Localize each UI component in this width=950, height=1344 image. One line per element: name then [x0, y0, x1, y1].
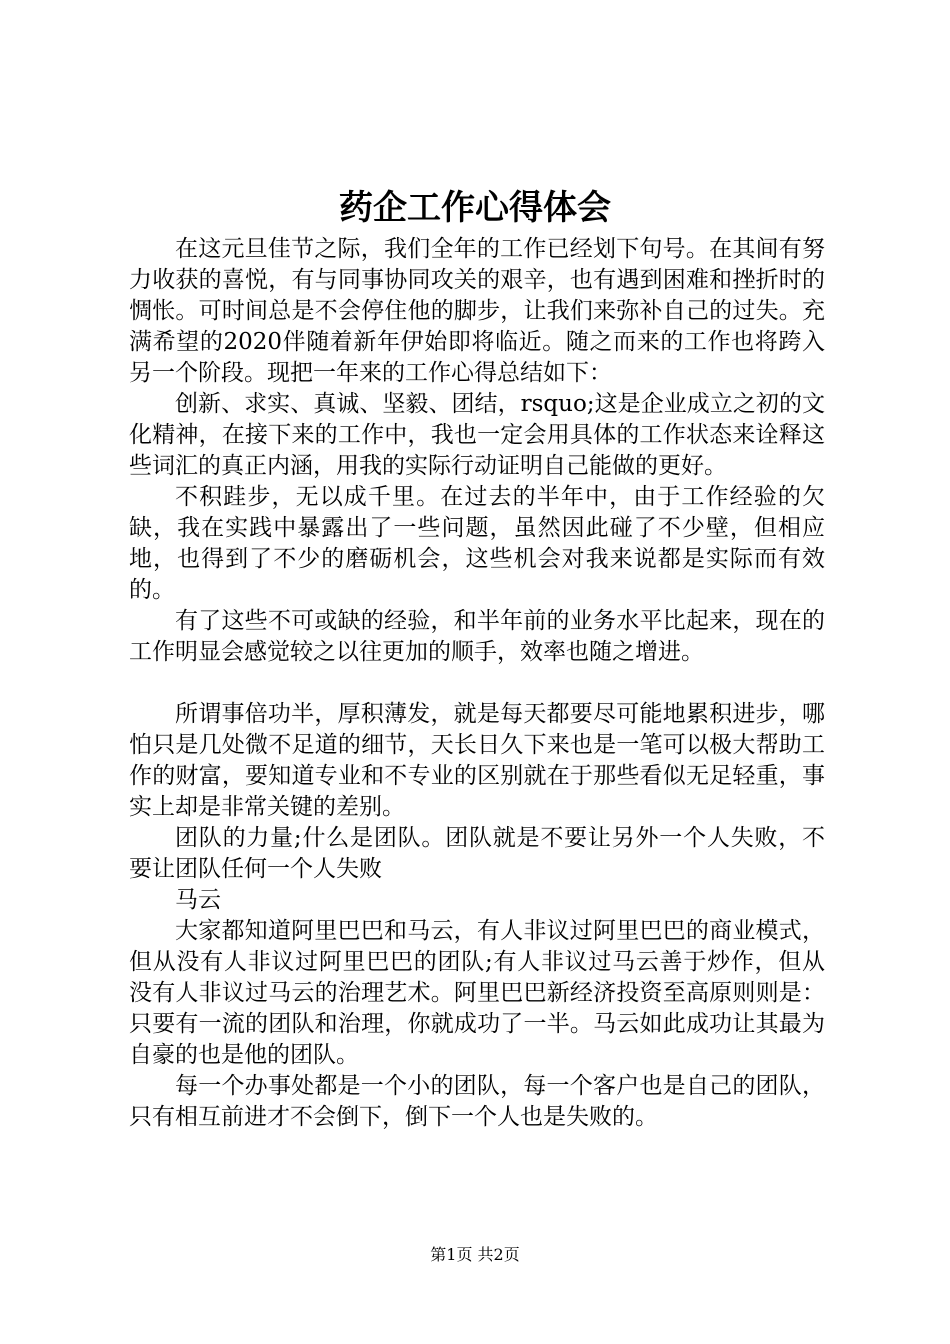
paragraph-intro: 在这元旦佳节之际，我们全年的工作已经划下句号。在其间有努力收获的喜悦，有与同事协同攻关的艰辛，也有遇到困难和挫折时的惆怅。可时间总是不会停住他的脚步，让我们来弥补自己的过失。充满希望的2020伴随着新年伊始即将临近。随之而来的工作也将跨入另一个阶段。现把一年来的工作心得总结如下：	[129, 236, 825, 386]
paragraph-team-power: 团队的力量;什么是团队。团队就是不要让另外一个人失败，不要让团队任何一个人失败	[129, 825, 825, 882]
paragraph-experience: 不积跬步，无以成千里。在过去的半年中，由于工作经验的欠缺，我在实践中暴露出了一些问题，虽然因此碰了不少壁，但相应地，也得到了不少的磨砺机会，这些机会对我来说都是实际而有效的。	[129, 484, 825, 603]
paragraph-efficiency: 有了这些不可或缺的经验，和半年前的业务水平比起来，现在的工作明显会感觉较之以往更加的顺手，效率也随之增进。	[129, 608, 825, 665]
paragraph-quote-author: 马云	[175, 887, 221, 913]
page-footer: 第1页 共2页	[430, 1245, 520, 1264]
paragraph-accumulation: 所谓事倍功半，厚积薄发，就是每天都要尽可能地累积进步，哪怕只是几处微不足道的细节，天长日久下来也是一笔可以极大帮助工作的财富，要知道专业和不专业的区别就在于那些看似无足轻重，事实上却是非常关键的差别。	[129, 701, 825, 820]
document-title: 药企工作心得体会	[339, 188, 611, 228]
paragraph-office-team: 每一个办事处都是一个小的团队，每一个客户也是自己的团队，只有相互前进才不会倒下，倒下一个人也是失败的。	[129, 1073, 825, 1130]
paragraph-culture: 创新、求实、真诚、坚毅、团结，rsquo;这是企业成立之初的文化精神，在接下来的工作中，我也一定会用具体的工作状态来诠释这些词汇的真正内涵，用我的实际行动证明自己能做的更好。	[129, 391, 825, 479]
paragraph-alibaba: 大家都知道阿里巴巴和马云，有人非议过阿里巴巴的商业模式，但从没有人非议过阿里巴巴的团队;有人非议过马云善于炒作，但从没有人非议过马云的治理艺术。阿里巴巴新经济投资至高原则则是：只要有一流的团队和治理，你就成功了一半。马云如此成功让其最为自豪的也是他的团队。	[129, 918, 825, 1068]
document-body	[129, 234, 825, 1133]
